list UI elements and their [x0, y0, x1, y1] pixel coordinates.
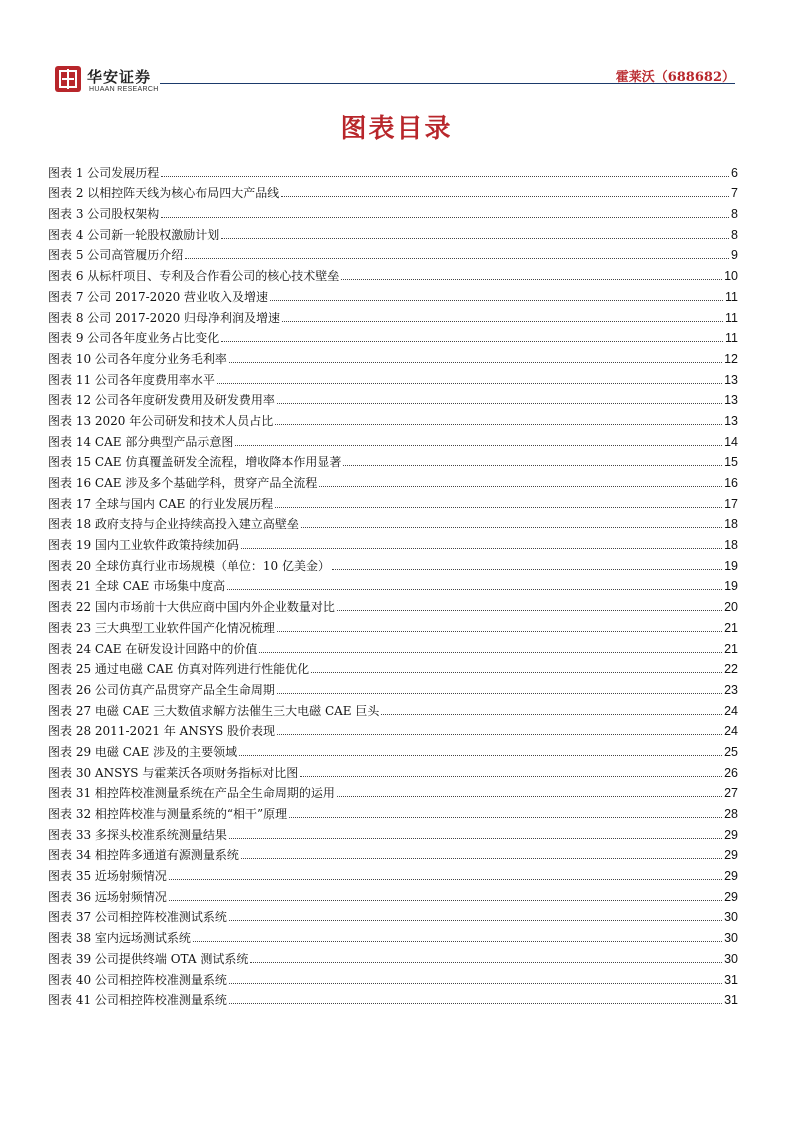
toc-leader-dots — [281, 196, 729, 197]
toc-entry[interactable] — [48, 677, 738, 698]
toc-leader-dots — [343, 465, 722, 466]
toc-leader-dots — [229, 920, 722, 921]
toc-entry[interactable] — [48, 367, 738, 388]
toc-entry-page: 6 — [731, 165, 738, 180]
toc-entry[interactable] — [48, 843, 738, 864]
toc-entry-page: 30 — [724, 951, 738, 966]
toc-leader-dots — [221, 238, 729, 239]
toc-entry[interactable] — [48, 781, 738, 802]
toc-entry-page: 13 — [724, 413, 738, 428]
toc-entry-label: 图表 39 公司提供终端 OTA 测试系统 — [48, 951, 249, 966]
toc-entry-page: 18 — [724, 517, 738, 532]
toc-entry-label: 图表 19 国内工业软件政策持续加码 — [48, 538, 239, 553]
toc-entry[interactable] — [48, 181, 738, 202]
toc-entry-label: 图表 5 公司高管履历介绍 — [48, 248, 184, 263]
toc-entry-page: 11 — [725, 331, 738, 346]
toc-entry-label: 图表 31 相控阵校准测量系统在产品全生命周期的运用 — [48, 786, 335, 801]
toc-entry[interactable] — [48, 615, 738, 636]
toc-entry[interactable] — [48, 263, 738, 284]
toc-entry-label: 图表 8 公司 2017-2020 归母净利润及增速 — [48, 310, 281, 325]
toc-entry-page: 19 — [724, 558, 738, 573]
toc-entry-label: 图表 36 远场射频情况 — [48, 889, 167, 904]
toc-entry[interactable] — [48, 698, 738, 719]
toc-entry-page: 22 — [724, 662, 738, 677]
toc-leader-dots — [300, 776, 722, 777]
toc-entry[interactable] — [48, 946, 738, 967]
toc-entry-label: 图表 37 公司相控阵校准测试系统 — [48, 910, 227, 925]
toc-entry-page: 8 — [731, 227, 738, 242]
toc-entry-page: 13 — [724, 372, 738, 387]
toc-leader-dots — [227, 589, 722, 590]
toc-entry-label: 图表 14 CAE 部分典型产品示意图 — [48, 434, 234, 449]
toc-entry-page: 30 — [724, 910, 738, 925]
toc-entry[interactable] — [48, 967, 738, 988]
toc-leader-dots — [289, 817, 722, 818]
toc-leader-dots — [241, 548, 722, 549]
toc-entry-label: 图表 23 三大典型工业软件国产化情况梳理 — [48, 620, 275, 635]
toc-entry-label: 图表 6 从标杆项目、专利及合作看公司的核心技术壁垒 — [48, 269, 340, 284]
toc-leader-dots — [381, 714, 722, 715]
toc-entry[interactable] — [48, 822, 738, 843]
toc-leader-dots — [229, 983, 722, 984]
toc-entry-label: 图表 7 公司 2017-2020 营业收入及增速 — [48, 289, 269, 304]
toc-entry-page: 7 — [731, 186, 738, 201]
toc-leader-dots — [277, 734, 722, 735]
toc-entry-page: 19 — [724, 579, 738, 594]
toc-entry-page: 29 — [724, 869, 738, 884]
toc-leader-dots — [169, 879, 722, 880]
toc-entry-page: 31 — [724, 972, 738, 987]
toc-entry-page: 21 — [724, 641, 738, 656]
toc-entry-page: 26 — [724, 765, 738, 780]
toc-entry-page: 21 — [724, 620, 738, 635]
toc-entry-page: 27 — [724, 786, 738, 801]
toc-entry-label: 图表 24 CAE 在研发设计回路中的价值 — [48, 641, 258, 656]
toc-leader-dots — [282, 321, 723, 322]
toc-entry[interactable] — [48, 201, 738, 222]
toc-entry-label: 图表 2 以相控阵天线为核心布局四大产品线 — [48, 186, 280, 201]
toc-leader-dots — [185, 258, 729, 259]
toc-entry[interactable] — [48, 429, 738, 450]
toc-entry-label: 图表 15 CAE 仿真覆盖研发全流程，增收降本作用显著 — [48, 455, 342, 470]
toc-entry-page: 24 — [724, 703, 738, 718]
toc-leader-dots — [169, 900, 722, 901]
toc-leader-dots — [332, 569, 722, 570]
toc-leader-dots — [337, 610, 722, 611]
toc-entry[interactable] — [48, 532, 738, 553]
logo-text-cn: 华安证券 — [87, 68, 152, 86]
toc-leader-dots — [319, 486, 722, 487]
toc-entry-page: 11 — [725, 289, 738, 304]
toc-entry[interactable] — [48, 574, 738, 595]
toc-leader-dots — [259, 652, 722, 653]
toc-leader-dots — [239, 755, 722, 756]
toc-entry[interactable] — [48, 657, 738, 678]
toc-entry[interactable] — [48, 863, 738, 884]
toc-entry[interactable] — [48, 760, 738, 781]
toc-entry-page: 11 — [725, 310, 738, 325]
toc-entry-label: 图表 13 2020 年公司研发和技术人员占比 — [48, 413, 274, 428]
toc-entry-label: 图表 30 ANSYS 与霍莱沃各项财务指标对比图 — [48, 765, 299, 780]
toc-entry-label: 图表 27 电磁 CAE 三大数值求解方法催生三大电磁 CAE 巨头 — [48, 703, 380, 718]
toc-entry-label: 图表 25 通过电磁 CAE 仿真对阵列进行性能优化 — [48, 662, 310, 677]
toc-leader-dots — [301, 527, 722, 528]
toc-entry-label: 图表 18 政府支持与企业持续高投入建立高壁垒 — [48, 517, 299, 532]
toc-entry-label: 图表 21 全球 CAE 市场集中度高 — [48, 579, 226, 594]
toc-entry-page: 25 — [724, 744, 738, 759]
toc-entry[interactable] — [48, 408, 738, 429]
toc-leader-dots — [341, 279, 722, 280]
toc-entry[interactable] — [48, 491, 738, 512]
toc-entry[interactable] — [48, 884, 738, 905]
toc-leader-dots — [337, 796, 722, 797]
toc-entry[interactable] — [48, 284, 738, 305]
toc-entry-page: 20 — [724, 600, 738, 615]
toc-entry-label: 图表 3 公司股权架构 — [48, 207, 160, 222]
toc-entry-label: 图表 29 电磁 CAE 涉及的主要领域 — [48, 744, 238, 759]
toc-entry-label: 图表 1 公司发展历程 — [48, 165, 160, 180]
toc-entry[interactable] — [48, 719, 738, 740]
toc-entry[interactable] — [48, 243, 738, 264]
toc-entry-page: 16 — [724, 476, 738, 490]
toc-entry-label: 图表 9 公司各年度业务占比变化 — [48, 331, 220, 346]
toc-entry[interactable] — [48, 388, 738, 409]
toc-entry-page: 23 — [724, 682, 738, 697]
toc-leader-dots — [235, 445, 722, 446]
company-ticker: 霍莱沃（688682） — [615, 70, 735, 85]
toc-entry-label: 图表 17 全球与国内 CAE 的行业发展历程 — [48, 496, 274, 511]
toc-entry-page: 30 — [724, 931, 738, 946]
toc-entry-page: 13 — [724, 393, 738, 408]
toc-entry-page: 8 — [731, 207, 738, 222]
toc-entry-page: 15 — [724, 455, 738, 470]
toc-entry-label: 图表 34 相控阵多通道有源测量系统 — [48, 848, 239, 863]
toc-entry[interactable] — [48, 553, 738, 574]
toc-entry-label: 图表 12 公司各年度研发费用及研发费用率 — [48, 393, 275, 408]
toc-leader-dots — [241, 858, 722, 859]
toc-leader-dots — [161, 176, 729, 177]
toc-entry-page: 24 — [724, 724, 738, 739]
toc-entry[interactable] — [48, 905, 738, 926]
toc-entry-label: 图表 10 公司各年度分业务毛利率 — [48, 351, 227, 366]
toc-entry-label: 图表 32 相控阵校准与测量系统的“相干”原理 — [48, 807, 288, 821]
toc-entry[interactable] — [48, 988, 738, 1009]
page-title: 图表目录 — [340, 114, 453, 144]
toc-leader-dots — [275, 507, 722, 508]
toc-entry-page: 28 — [724, 807, 738, 821]
toc-leader-dots — [275, 424, 722, 425]
toc-entry-label: 图表 26 公司仿真产品贯穿产品全生命周期 — [48, 682, 275, 697]
toc-entry-page: 17 — [724, 496, 738, 511]
toc-leader-dots — [229, 1003, 722, 1004]
toc-entry-page: 29 — [724, 889, 738, 904]
logo-text-en: HUAAN RESEARCH — [89, 86, 159, 93]
toc-entry[interactable] — [48, 925, 738, 946]
toc-leader-dots — [270, 300, 723, 301]
toc-entry-page: 18 — [724, 538, 738, 553]
toc-leader-dots — [229, 362, 722, 363]
toc-entry-label: 图表 28 2011-2021 年 ANSYS 股价表现 — [48, 724, 276, 739]
toc-entry-page: 29 — [724, 827, 738, 842]
toc-entry[interactable] — [48, 739, 738, 760]
figure-index — [48, 160, 738, 1008]
toc-entry[interactable] — [48, 346, 738, 367]
toc-entry[interactable] — [48, 512, 738, 533]
toc-entry-label: 图表 11 公司各年度费用率水平 — [48, 372, 215, 387]
toc-entry-label: 图表 35 近场射频情况 — [48, 869, 167, 884]
toc-entry-page: 10 — [724, 269, 738, 284]
toc-entry-label: 图表 33 多探头校准系统测量结果 — [48, 827, 227, 842]
toc-entry[interactable] — [48, 326, 738, 347]
toc-entry[interactable] — [48, 594, 738, 615]
toc-leader-dots — [277, 403, 722, 404]
toc-entry[interactable] — [48, 450, 738, 471]
toc-entry-page: 12 — [724, 351, 738, 366]
toc-entry[interactable] — [48, 222, 738, 243]
toc-leader-dots — [277, 693, 722, 694]
toc-entry-label: 图表 20 全球仿真行业市场规模（单位：10 亿美金） — [48, 558, 330, 573]
toc-leader-dots — [161, 217, 729, 218]
toc-entry[interactable] — [48, 160, 738, 181]
toc-entry-label: 图表 4 公司新一轮股权激励计划 — [48, 227, 220, 242]
toc-leader-dots — [250, 962, 722, 963]
toc-leader-dots — [229, 838, 722, 839]
toc-entry-page: 9 — [731, 248, 738, 263]
huaan-logo-icon — [55, 66, 81, 92]
toc-entry-label: 图表 16 CAE 涉及多个基础学科，贯穿产品全流程 — [48, 476, 318, 490]
toc-leader-dots — [217, 383, 722, 384]
toc-entry-label: 图表 40 公司相控阵校准测量系统 — [48, 972, 227, 987]
toc-entry[interactable] — [48, 305, 738, 326]
page-header — [55, 62, 735, 98]
toc-entry[interactable] — [48, 636, 738, 657]
toc-entry-label: 图表 22 国内市场前十大供应商中国内外企业数量对比 — [48, 600, 335, 615]
toc-entry[interactable] — [48, 801, 738, 822]
toc-leader-dots — [311, 672, 722, 673]
toc-leader-dots — [221, 341, 723, 342]
toc-leader-dots — [193, 941, 722, 942]
toc-leader-dots — [277, 631, 722, 632]
toc-entry-label: 图表 41 公司相控阵校准测量系统 — [48, 993, 227, 1008]
toc-entry-page: 31 — [724, 993, 738, 1008]
toc-entry-page: 29 — [724, 848, 738, 863]
toc-entry-label: 图表 38 室内远场测试系统 — [48, 931, 191, 946]
toc-entry[interactable] — [48, 470, 738, 491]
toc-entry-page: 14 — [724, 434, 738, 449]
